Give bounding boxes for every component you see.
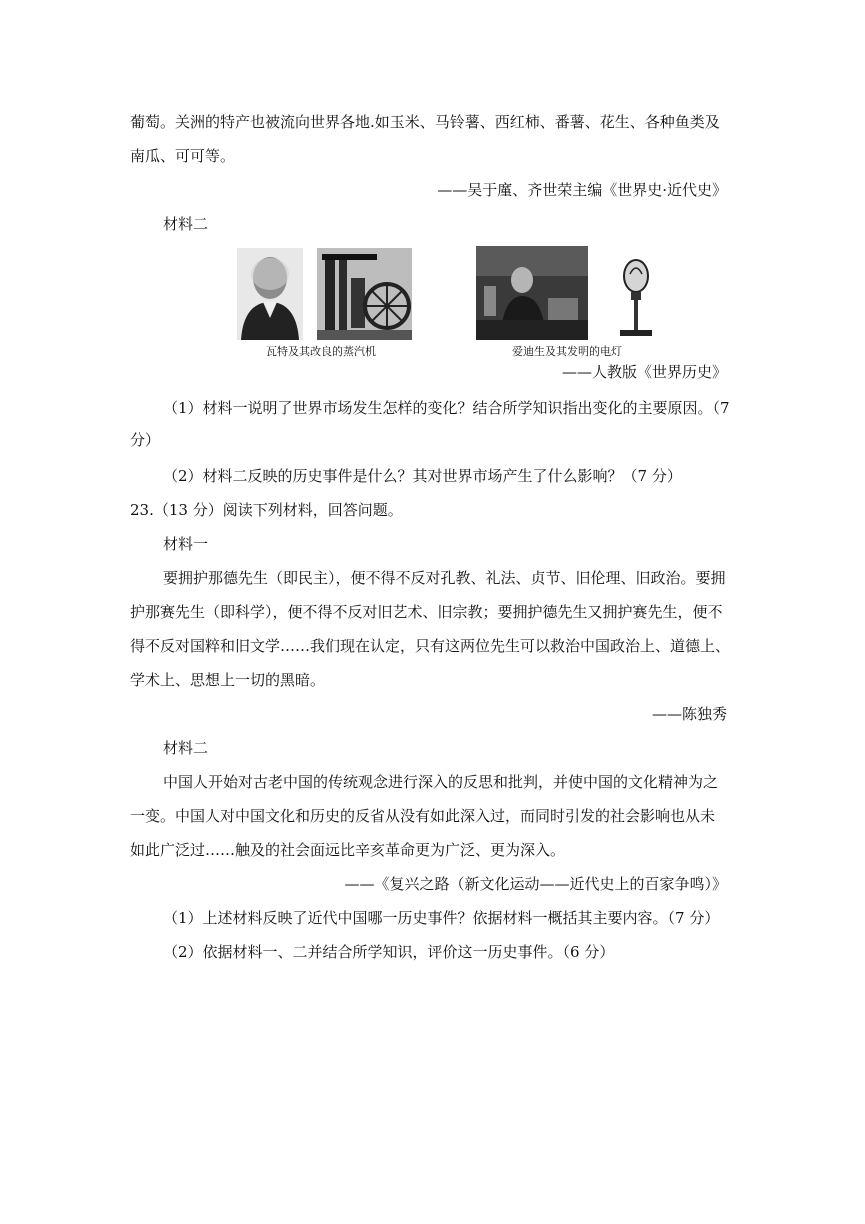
edison-photo-image: [476, 246, 588, 340]
material2-heading: 材料二: [163, 215, 209, 233]
question-22-1-cont: 分）: [130, 431, 161, 449]
question-22-1: （1）材料一说明了世界市场发生怎样的变化？结合所学知识指出变化的主要原因。（7: [163, 399, 730, 417]
material1-line: 南瓜、可可等。: [130, 147, 236, 165]
steam-engine-image: [317, 248, 412, 340]
watt-figure: [237, 246, 412, 342]
light-bulb-image: [616, 254, 656, 340]
q23-material1-line: 护那赛先生（即科学），便不得不反对旧艺术、旧宗教；要拥护德先生又拥护赛先生，便不: [130, 603, 723, 621]
q23-material1-source: ——陈独秀: [651, 705, 727, 723]
q23-material2-heading: 材料二: [163, 739, 209, 757]
q23-material1-heading: 材料一: [163, 535, 209, 553]
q23-material2-line: 如此广泛过……触及的社会面远比辛亥革命更为广泛、更为深入。: [130, 841, 566, 859]
q23-material1-line: 得不反对国粹和旧文学……我们现在认定，只有这两位先生可以救治中国政治上、道德上、: [130, 637, 731, 655]
question-23-header: 23.（13 分）阅读下列材料，回答问题。: [130, 501, 403, 519]
edison-figure: [476, 246, 656, 342]
edison-caption: 爱迪生及其发明的电灯: [512, 345, 622, 358]
q23-material2-line: 一变。中国人对中国文化和历史的反省从没有如此深入过，而同时引发的社会影响也从未: [130, 807, 716, 825]
q23-material1-line: 要拥护那德先生（即民主），便不得不反对孔教、礼法、贞节、旧伦理、旧政治。要拥: [163, 569, 726, 587]
watt-caption: 瓦特及其改良的蒸汽机: [266, 345, 376, 358]
question-23-2: （2）依据材料一、二并结合所学知识，评价这一历史事件。（6 分）: [163, 943, 615, 961]
watt-portrait-image: [237, 248, 303, 340]
question-22-2: （2）材料二反映的历史事件是什么？其对世界市场产生了什么影响？（7 分）: [163, 467, 682, 485]
q23-material1-line: 学术上、思想上一切的黑暗。: [130, 671, 326, 689]
material1-source: ——吴于廑、齐世荣主编《世界史·近代史》: [437, 181, 727, 199]
material1-line: 葡萄。关洲的特产也被流向世界各地.如玉米、马铃薯、西红柿、番薯、花生、各种鱼类及: [130, 113, 720, 131]
q23-material2-line: 中国人开始对古老中国的传统观念进行深入的反思和批判，并使中国的文化精神为之: [163, 773, 719, 791]
material2-source: ——人教版《世界历史》: [561, 363, 727, 381]
q23-material2-source: ——《复兴之路（新文化运动——近代史上的百家争鸣）》: [344, 875, 727, 893]
question-23-1: （1）上述材料反映了近代中国哪一历史事件？依据材料一概括其主要内容。（7 分）: [163, 909, 720, 927]
